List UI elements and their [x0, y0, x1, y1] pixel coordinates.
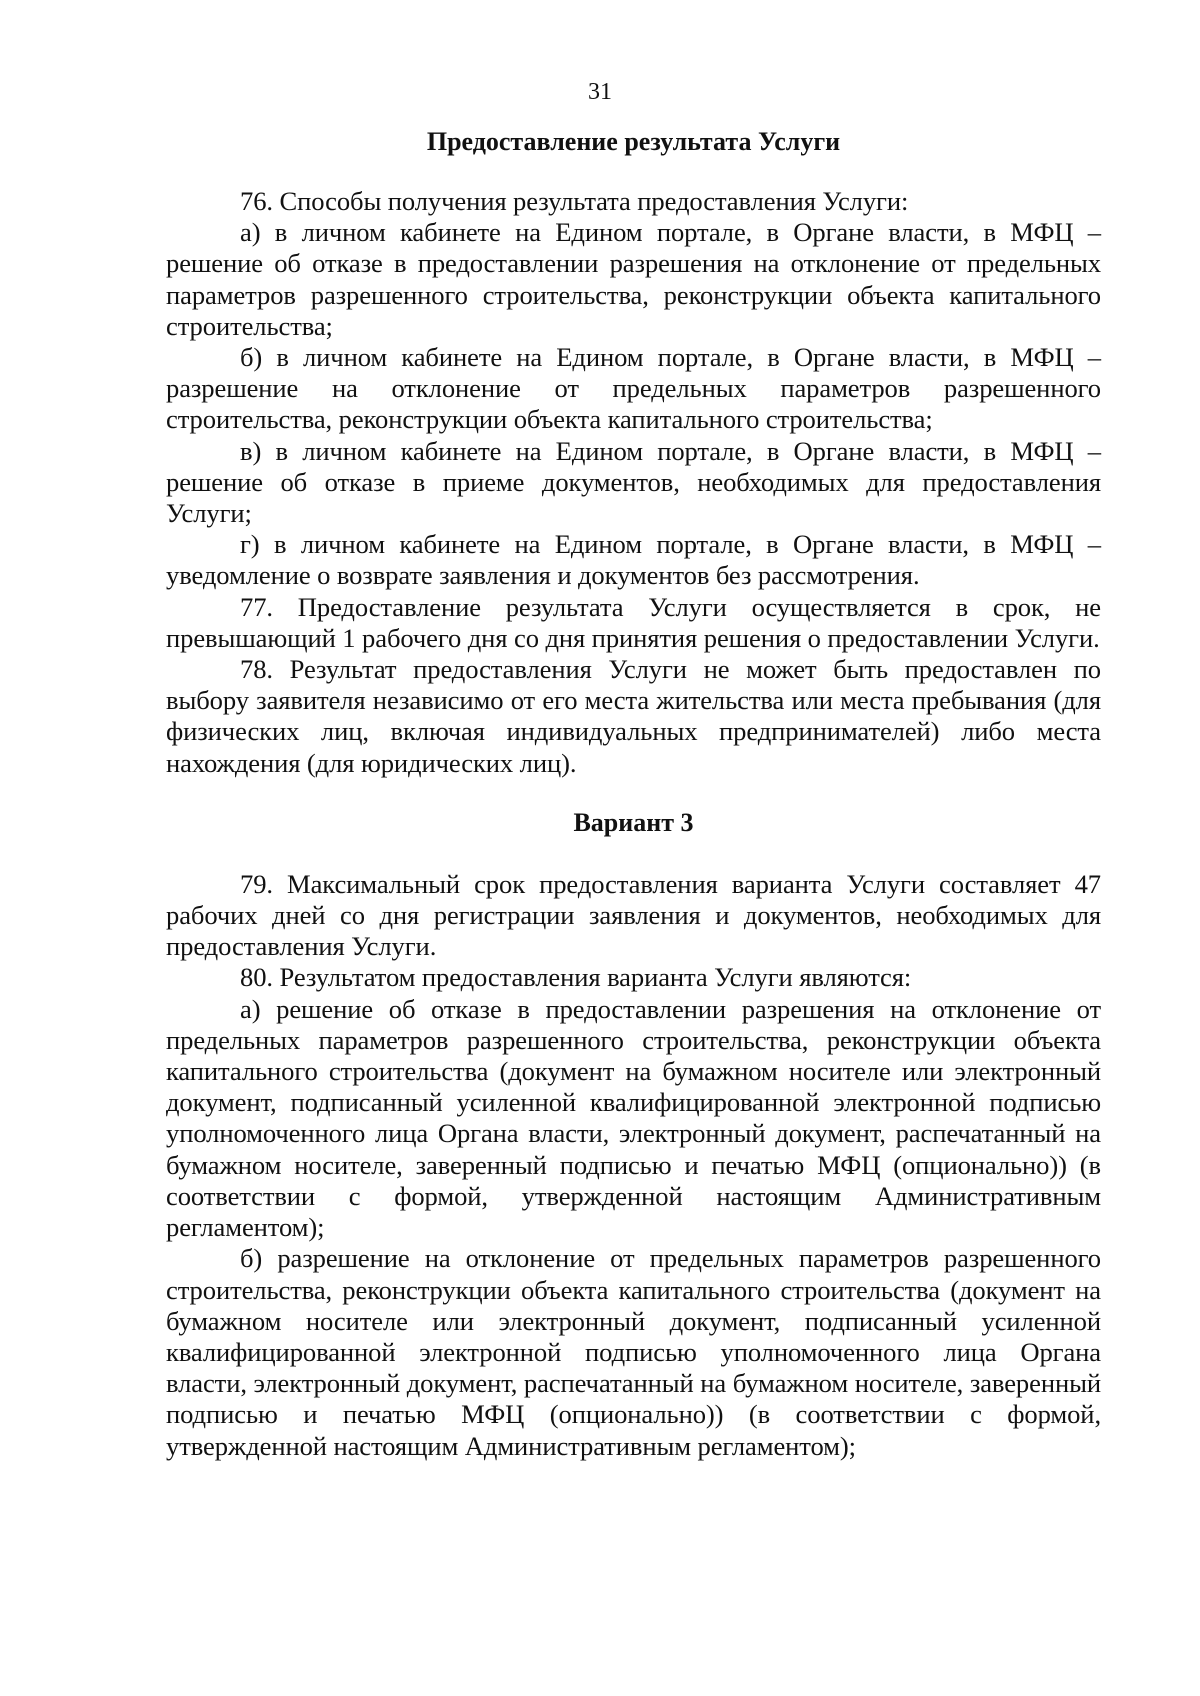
- paragraph-76g: г) в личном кабинете на Едином портале, в Органе власти, в МФЦ – уведомление о возврате заявления и документов без рассмотрения.: [166, 529, 1101, 591]
- paragraph-80b: б) разрешение на отклонение от предельных параметров разрешенного строительства, реконструкции объекта капитального строительства (документ на бумажном носителе или электронный документ, подписанный усиленной квалифицированной электронной подписью уполномоченного лица Органа власти, электронный документ, распечатанный на бумажном носителе, заверенный подписью и печатью МФЦ (опционально)) (в соответствии с формой, утвержденной настоящим Административным регламентом);: [166, 1243, 1101, 1461]
- paragraph-76a: а) в личном кабинете на Едином портале, в Органе власти, в МФЦ – решение об отказе в предоставлении разрешения на отклонение от предельных параметров разрешенного строительства, реконструкции объекта капитального строительства;: [166, 217, 1101, 341]
- paragraph-79: 79. Максимальный срок предоставления варианта Услуги составляет 47 рабочих дней со дня регистрации заявления и документов, необходимых для предоставления Услуги.: [166, 868, 1101, 962]
- paragraph-78: 78. Результат предоставления Услуги не может быть предоставлен по выбору заявителя независимо от его места жительства или места пребывания (для физических лиц, включая индивидуальных предпринимателей) либо места нахождения (для юридических лиц).: [166, 654, 1101, 778]
- section-heading-variant: Вариант 3: [573, 807, 694, 837]
- paragraph-76: 76. Способы получения результата предоставления Услуги:: [240, 186, 909, 216]
- paragraph-80: 80. Результатом предоставления варианта Услуги являются:: [240, 962, 912, 993]
- paragraph-77: 77. Предоставление результата Услуги осуществляется в срок, не превышающий 1 рабочего дня со дня принятия решения о предоставлении Услуги.: [166, 591, 1101, 653]
- paragraph-76v: в) в личном кабинете на Едином портале, в Органе власти, в МФЦ – решение об отказе в приеме документов, необходимых для предоставления Услуги;: [166, 435, 1101, 529]
- page-content: [166, 126, 1101, 1462]
- section-heading-result: Предоставление результата Услуги: [426, 127, 841, 156]
- page-number: 31: [588, 79, 612, 105]
- paragraph-76b: б) в личном кабинете на Едином портале, в Органе власти, в МФЦ – разрешение на отклонение от предельных параметров разрешенного строительства, реконструкции объекта капитального строительства;: [166, 342, 1101, 435]
- paragraph-80a: а) решение об отказе в предоставлении разрешения на отклонение от предельных параметров разрешенного строительства, реконструкции объекта капитального строительства (документ на бумажном носителе или электронный документ, подписанный усиленной квалифицированной электронной подписью уполномоченного лица Органа власти, электронный документ, распечатанный на бумажном носителе, заверенный подписью и печатью МФЦ (опционально)) (в соответствии с формой, утвержденной настоящим Административным регламентом);: [166, 993, 1101, 1243]
